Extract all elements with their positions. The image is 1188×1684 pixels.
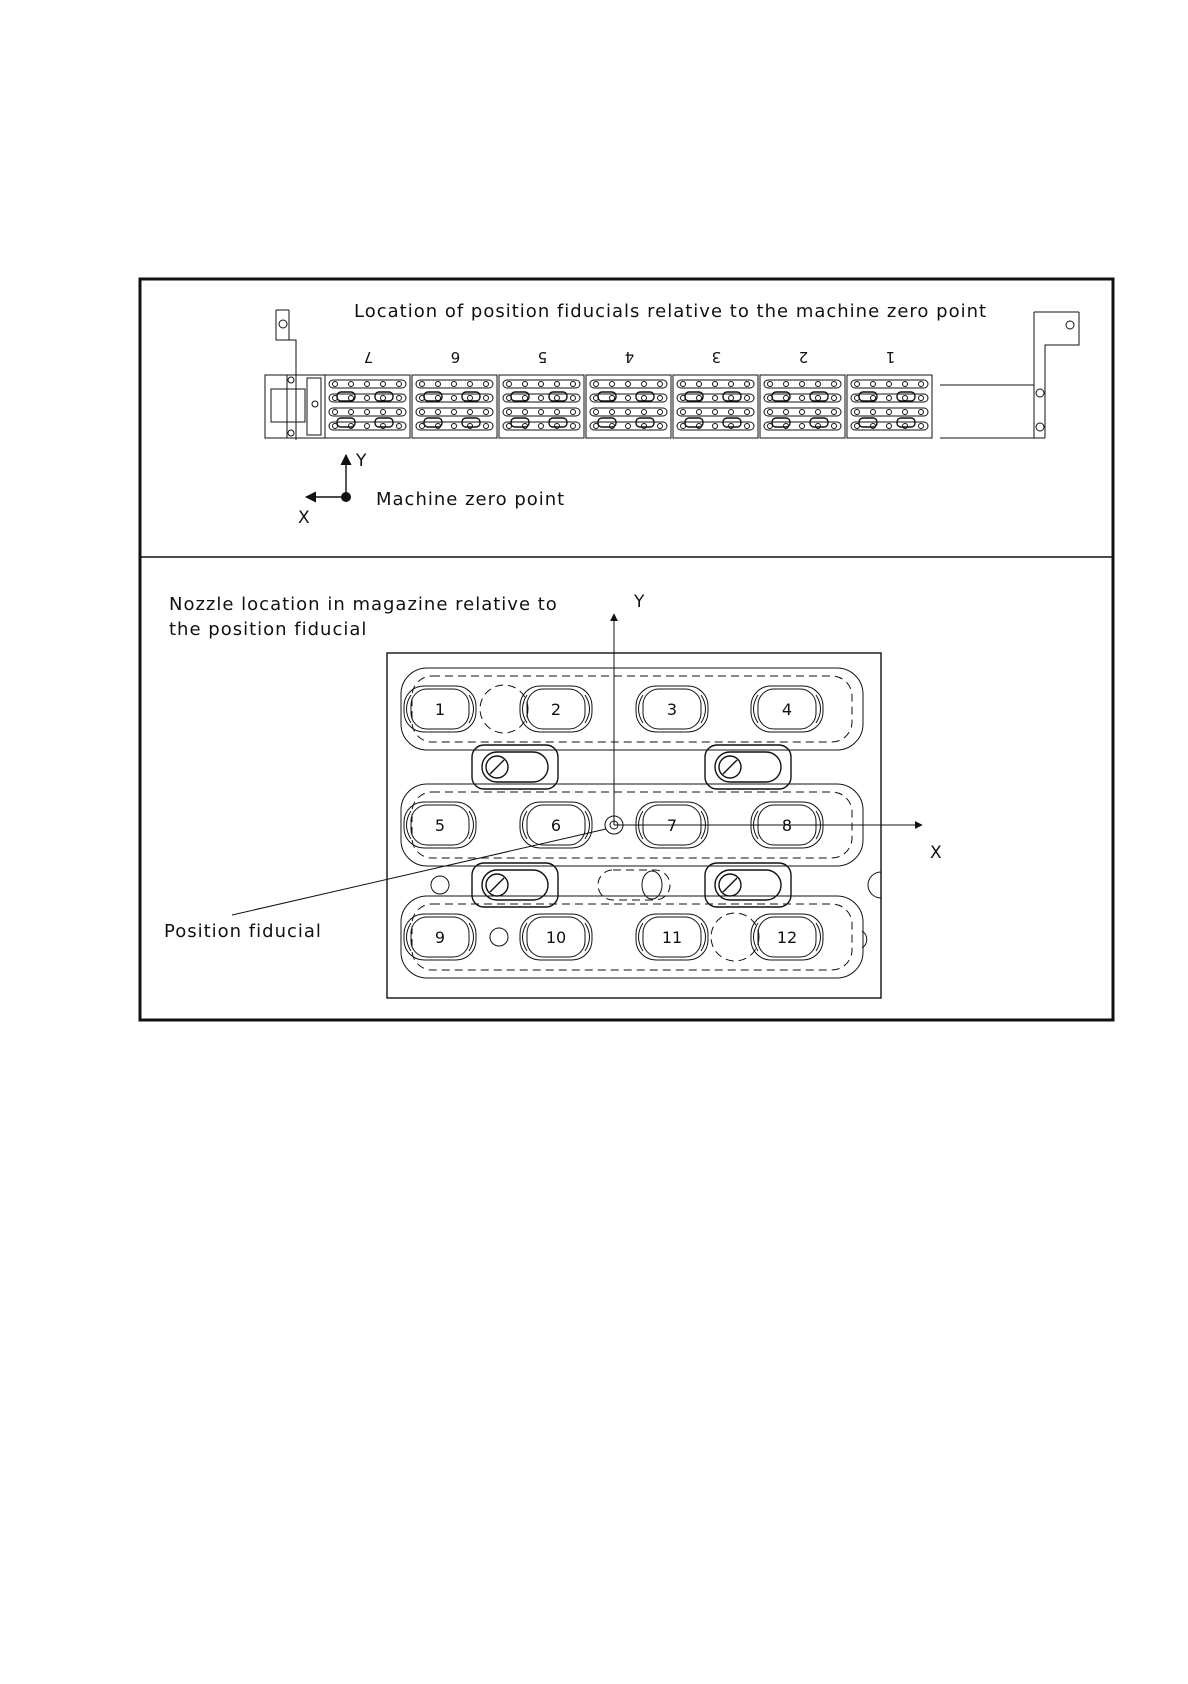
nozzle-label: 1 bbox=[434, 700, 446, 719]
fiducial-axes bbox=[164, 592, 942, 942]
bottom-title-line2: the position fiducial bbox=[169, 619, 368, 640]
misc-holes bbox=[431, 685, 881, 961]
top-panel-title: Location of position fiducials relative to the machine zero point bbox=[354, 301, 988, 322]
magazine-unit bbox=[673, 348, 758, 438]
nozzle-pocket bbox=[520, 914, 592, 960]
nozzle-pocket bbox=[520, 686, 592, 732]
magazine-number: 6 bbox=[450, 348, 461, 366]
machine-x-label: X bbox=[298, 508, 310, 528]
nozzle-pocket bbox=[404, 914, 476, 960]
nozzle-label: 8 bbox=[781, 816, 793, 835]
nozzle-label: 2 bbox=[550, 700, 562, 719]
magazine-number: 5 bbox=[537, 348, 548, 366]
magazine-number: 3 bbox=[711, 348, 722, 366]
nozzle-row bbox=[401, 896, 863, 978]
magazine-unit bbox=[499, 348, 584, 438]
nozzle-label: 3 bbox=[666, 700, 678, 719]
nozzle-pocket bbox=[751, 914, 823, 960]
machine-zero-axes bbox=[298, 451, 565, 528]
nozzle-label: 6 bbox=[550, 816, 562, 835]
magazine-unit bbox=[760, 348, 845, 438]
magazine-number: 2 bbox=[798, 348, 809, 366]
nozzle-label: 10 bbox=[545, 928, 567, 947]
magazine-unit bbox=[586, 348, 671, 438]
magazine-unit bbox=[412, 348, 497, 438]
left-bracket bbox=[265, 310, 325, 440]
nozzle-pocket bbox=[636, 914, 708, 960]
magazine-unit bbox=[325, 348, 410, 438]
machine-zero-dot bbox=[341, 492, 351, 502]
nozzle-pocket bbox=[520, 802, 592, 848]
screw-slot bbox=[705, 863, 791, 907]
fiducial-leader-line bbox=[232, 829, 606, 915]
magazine-strip bbox=[325, 348, 932, 438]
magazine-number: 7 bbox=[363, 348, 374, 366]
magazine-unit bbox=[847, 348, 932, 438]
nozzle-label: 4 bbox=[781, 700, 793, 719]
bottom-x-label: X bbox=[930, 843, 942, 863]
nozzle-label: 12 bbox=[776, 928, 798, 947]
machine-y-label: Y bbox=[356, 451, 367, 471]
right-bracket bbox=[940, 312, 1079, 438]
screw-slot bbox=[705, 745, 791, 789]
bottom-y-label: Y bbox=[634, 592, 645, 612]
fiducial-label: Position fiducial bbox=[164, 921, 322, 942]
nozzle-pocket bbox=[751, 686, 823, 732]
top-panel bbox=[265, 301, 1079, 528]
magazine-number: 1 bbox=[885, 348, 896, 366]
screw-slot bbox=[472, 863, 558, 907]
nozzle-row bbox=[401, 668, 863, 750]
bottom-title-line1: Nozzle location in magazine relative to bbox=[169, 594, 558, 615]
magazine-number: 4 bbox=[624, 348, 635, 366]
nozzle-pocket bbox=[404, 802, 476, 848]
bottom-panel bbox=[164, 592, 942, 998]
machine-zero-label: Machine zero point bbox=[376, 489, 566, 510]
drawing-frame bbox=[140, 279, 1113, 1020]
screw-slot bbox=[472, 745, 558, 789]
nozzle-label: 7 bbox=[666, 816, 678, 835]
nozzle-pocket bbox=[404, 686, 476, 732]
nozzle-rows bbox=[401, 668, 863, 978]
nozzle-label: 9 bbox=[434, 928, 446, 947]
nozzle-pocket bbox=[636, 686, 708, 732]
nozzle-label: 11 bbox=[661, 928, 683, 947]
nozzle-label: 5 bbox=[434, 816, 446, 835]
